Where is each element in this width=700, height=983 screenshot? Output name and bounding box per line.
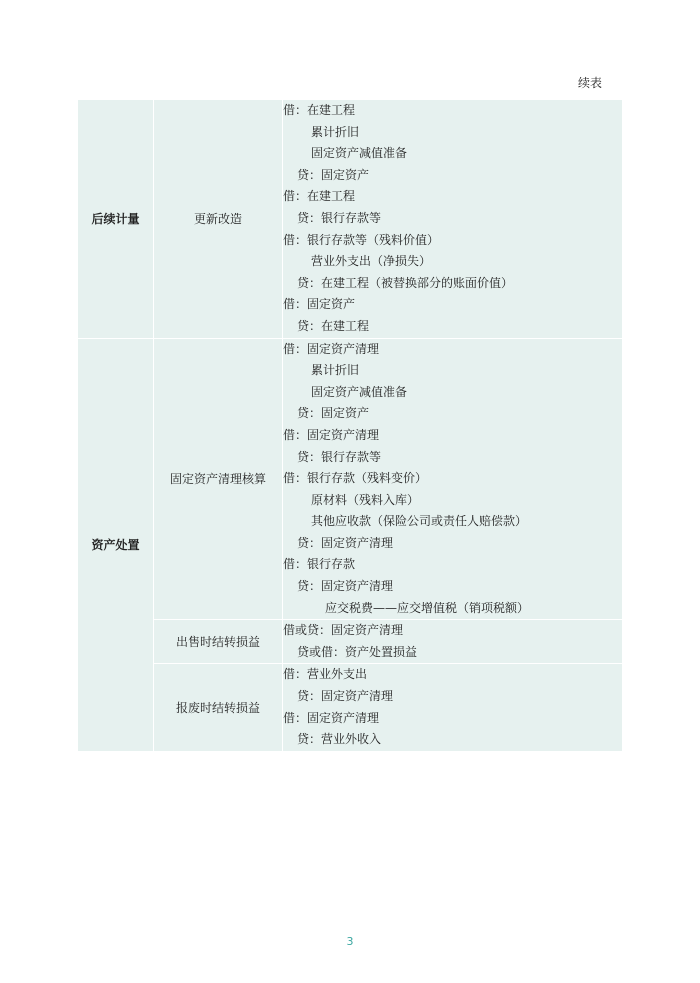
entry-line: 贷：固定资产清理 (297, 579, 394, 594)
entry-cell (283, 100, 623, 339)
continued-label: 续表 (577, 76, 602, 90)
entry-line: 借：固定资产 (283, 297, 356, 312)
entry-line: 固定资产减值准备 (311, 146, 408, 161)
category-cell: 后续计量 (78, 100, 154, 339)
entry-line: 贷或借：资产处置损益 (297, 644, 418, 659)
entry-line: 贷：营业外收入 (297, 732, 382, 747)
entry-line: 借：固定资产清理 (283, 710, 380, 725)
entry-line: 贷：固定资产清理 (297, 689, 394, 704)
entry-line: 累计折旧 (311, 124, 360, 139)
table-row (78, 664, 623, 751)
entry-line: 固定资产减值准备 (311, 384, 408, 399)
entry-line: 借：固定资产清理 (283, 427, 380, 442)
entry-line: 累计折旧 (311, 363, 360, 378)
item-name-cell: 报废时结转损益 (154, 664, 283, 751)
entry-cell (283, 664, 623, 751)
entry-line: 贷：银行存款等 (297, 449, 382, 464)
entry-line: 借：银行存款 (283, 557, 356, 572)
entry-line: 贷：固定资产 (297, 167, 370, 182)
entry-line: 贷：固定资产 (297, 406, 370, 421)
entry-line: 原材料（残料入库） (311, 492, 420, 507)
entry-line: 其他应收款（保险公司或责任人赔偿款） (311, 514, 528, 529)
entry-line: 借：银行存款等（残料价值） (283, 232, 440, 247)
page-number: 3 (346, 935, 354, 948)
entry-line: 贷：固定资产清理 (297, 535, 394, 550)
journal-entry-table (77, 99, 623, 752)
entry-cell (283, 620, 623, 664)
entry-line: 贷：在建工程（被替换部分的账面价值） (297, 275, 514, 290)
entry-line: 借：营业外支出 (283, 667, 368, 682)
category-cell: 资产处置 (78, 338, 154, 751)
entry-line: 借：在建工程 (283, 189, 356, 204)
entry-line: 借：在建工程 (283, 103, 356, 117)
entry-line: 借：银行存款（残料变价） (283, 471, 428, 486)
item-name-cell: 出售时结转损益 (154, 620, 283, 664)
entry-line: 贷：在建工程 (297, 318, 370, 333)
item-name-cell: 更新改造 (154, 100, 283, 339)
entry-line: 贷：银行存款等 (297, 210, 382, 225)
entry-cell (283, 338, 623, 620)
table-row (78, 338, 623, 620)
table-row (78, 100, 623, 339)
entry-line: 借：固定资产清理 (283, 341, 380, 356)
entry-line: 应交税费——应交增值税（销项税额） (325, 600, 530, 615)
entry-line: 营业外支出（净损失） (311, 254, 432, 269)
entry-line: 借或贷：固定资产清理 (283, 623, 404, 638)
table-row (78, 620, 623, 664)
item-name-cell: 固定资产清理核算 (154, 338, 283, 620)
